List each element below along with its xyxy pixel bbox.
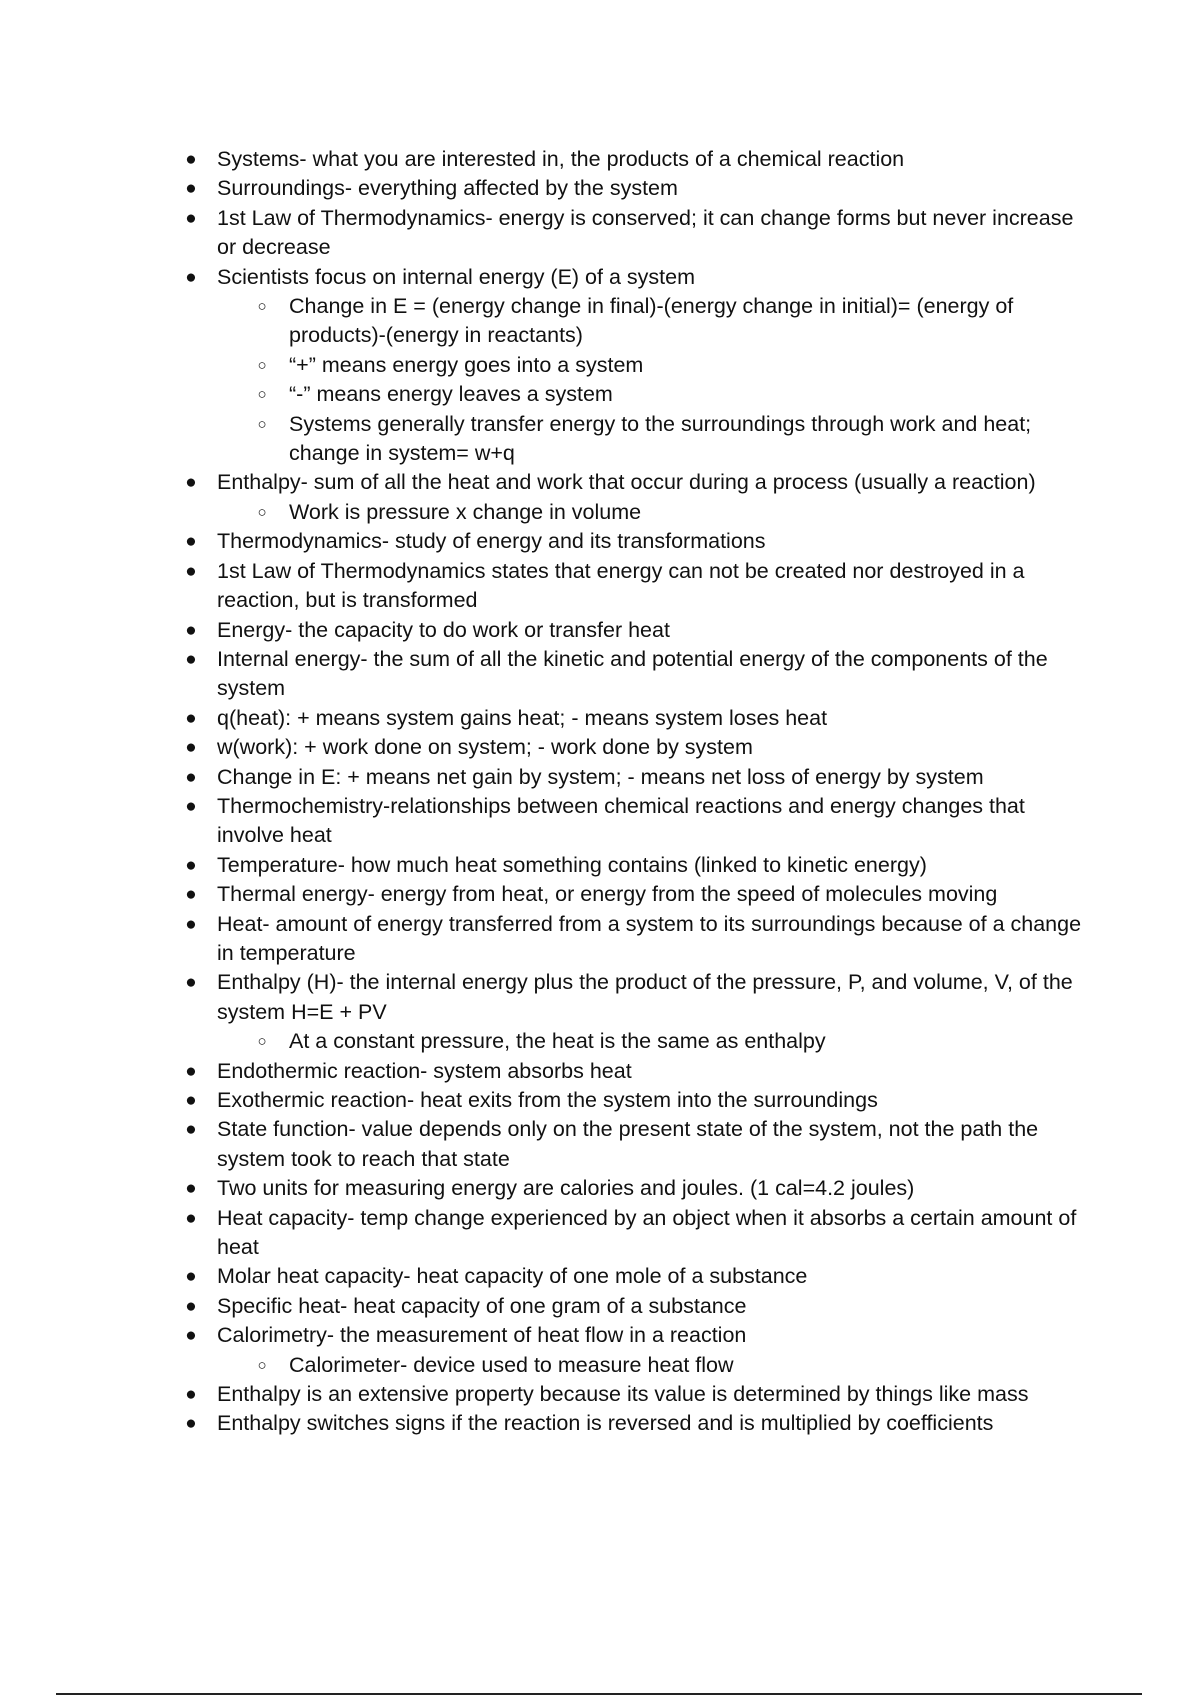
list-item [185, 733, 1097, 762]
bullet-icon: ● [185, 1384, 197, 1406]
list-item-text: w(work): + work done on system; - work done by system [217, 735, 753, 760]
sub-list-item [257, 1027, 1079, 1056]
list-item [185, 204, 1097, 263]
list-item [185, 704, 1097, 733]
hollow-bullet-icon: ○ [257, 386, 267, 404]
list-item-text: “-” means energy leaves a system [289, 382, 613, 407]
list-item-text: Thermal energy- energy from heat, or energy from the speed of molecules moving [217, 882, 998, 907]
list-item [185, 1262, 1097, 1291]
bullet-icon: ● [185, 1119, 197, 1141]
list-item-text: Endothermic reaction- system absorbs heat [217, 1058, 632, 1083]
list-item-text: Enthalpy (H)- the internal energy plus the product of the pressure, P, and volume, V, of the system H=E + PV [217, 970, 1073, 1024]
bullet-icon: ● [185, 1266, 197, 1288]
list-item-text: Enthalpy- sum of all the heat and work that occur during a process (usually a reaction) [217, 470, 1036, 495]
bullet-icon: ● [185, 884, 197, 906]
sub-list-item [257, 1351, 1079, 1380]
hollow-bullet-icon: ○ [257, 298, 267, 316]
list-item-text: Two units for measuring energy are calories and joules. (1 cal=4.2 joules) [217, 1176, 915, 1201]
list-item [185, 880, 1097, 909]
page-bottom-rule [56, 1693, 1142, 1695]
list-item-text: Enthalpy switches signs if the reaction is reversed and is multiplied by coefficients [217, 1411, 994, 1436]
hollow-bullet-icon: ○ [257, 1356, 267, 1374]
list-item [185, 1086, 1097, 1115]
list-item [185, 851, 1097, 880]
list-item [185, 1174, 1097, 1203]
list-item [185, 1380, 1097, 1409]
bullet-icon: ● [185, 207, 197, 229]
list-item-text: 1st Law of Thermodynamics- energy is conserved; it can change forms but never increase or decrease [217, 205, 1074, 260]
list-item-text: Systems- what you are interested in, the products of a chemical reaction [217, 147, 905, 171]
bullet-icon: ● [185, 854, 197, 876]
bullet-icon: ● [185, 1413, 197, 1435]
list-item-text: Calorimetry- the measurement of heat flow in a reaction [217, 1323, 747, 1348]
list-item-text: Specific heat- heat capacity of one gram of a substance [217, 1293, 747, 1318]
list-item-text: Enthalpy is an extensive property because its value is determined by things like mass [217, 1382, 1029, 1407]
list-item-text: At a constant pressure, the heat is the same as enthalpy [289, 1029, 826, 1054]
list-item-text: Temperature- how much heat something contains (linked to kinetic energy) [217, 852, 927, 877]
list-item [185, 145, 1097, 174]
list-item [185, 557, 1097, 616]
bullet-icon: ● [185, 149, 197, 170]
list-item [185, 645, 1097, 704]
list-item [185, 792, 1097, 851]
sub-list-item [257, 498, 1079, 527]
list-item-text: Work is pressure x change in volume [289, 499, 642, 524]
list-item-text: q(heat): + means system gains heat; - means system loses heat [217, 705, 828, 730]
list-item-text: Heat- amount of energy transferred from a system to its surroundings because of a change in temperature [217, 911, 1082, 965]
bullet-icon: ● [185, 766, 197, 788]
bullet-icon: ● [185, 972, 197, 994]
sub-list-item [257, 351, 1079, 380]
list-item-text: Energy- the capacity to do work or transfer heat [217, 617, 670, 642]
list-item-text: Change in E: + means net gain by system; - means net loss of energy by system [217, 764, 984, 789]
list-item-text: Surroundings- everything affected by the system [217, 176, 678, 201]
list-item-text: “+” means energy goes into a system [289, 352, 644, 377]
list-item-text: Thermodynamics- study of energy and its transformations [217, 529, 766, 554]
bullet-icon: ● [185, 1178, 197, 1200]
bullet-icon: ● [185, 737, 197, 759]
hollow-bullet-icon: ○ [257, 356, 267, 374]
sub-list-item [257, 292, 1079, 351]
list-item-text: 1st Law of Thermodynamics states that energy can not be created nor destroyed in a reaction, but is transformed [217, 558, 1025, 613]
list-item [185, 968, 1097, 1027]
list-item [185, 1409, 1097, 1438]
list-item-text: Exothermic reaction- heat exits from the system into the surroundings [217, 1088, 878, 1112]
list-item [185, 468, 1097, 497]
list-item [185, 1321, 1097, 1350]
list-item [185, 263, 1097, 292]
bullet-icon: ● [185, 1295, 197, 1317]
list-item [185, 1292, 1097, 1321]
sub-list-item [257, 380, 1079, 409]
list-item [185, 616, 1097, 645]
list-item [185, 763, 1097, 792]
bullet-icon: ● [185, 1325, 197, 1347]
notes-list [0, 145, 1200, 1439]
list-item [185, 910, 1097, 969]
list-item [185, 1115, 1097, 1174]
list-item-text: Change in E = (energy change in final)-(energy change in initial)= (energy of products)-(energy in reactants) [289, 294, 1014, 348]
list-item-text: Systems generally transfer energy to the surroundings through work and heat; change in system= w+q [289, 411, 1032, 466]
bullet-icon: ● [185, 795, 197, 817]
list-item-text: Heat capacity- temp change experienced by an object when it absorbs a certain amount of heat [217, 1205, 1077, 1260]
list-item-text: Calorimeter- device used to measure heat flow [289, 1352, 734, 1377]
bullet-icon: ● [185, 472, 197, 494]
list-item-text: State function- value depends only on the present state of the system, not the path the system took to reach that state [217, 1117, 1039, 1171]
bullet-icon: ● [185, 1060, 197, 1082]
list-item-text: Thermochemistry-relationships between chemical reactions and energy changes that involve heat [217, 793, 1025, 848]
sub-list-item [257, 410, 1079, 469]
hollow-bullet-icon: ○ [257, 415, 267, 433]
list-item-text: Scientists focus on internal energy (E) of a system [217, 264, 695, 289]
list-item-text: Molar heat capacity- heat capacity of one mole of a substance [217, 1264, 808, 1289]
bullet-icon: ● [185, 531, 197, 553]
bullet-icon: ● [185, 1090, 197, 1111]
hollow-bullet-icon: ○ [257, 503, 267, 521]
bullet-icon: ● [185, 560, 197, 582]
list-item [185, 527, 1097, 556]
bullet-icon: ● [185, 913, 197, 935]
list-item [185, 1204, 1097, 1263]
bullet-icon: ● [185, 707, 197, 729]
bullet-icon: ● [185, 1207, 197, 1229]
bullet-icon: ● [185, 619, 197, 641]
hollow-bullet-icon: ○ [257, 1033, 267, 1051]
list-item-text: Internal energy- the sum of all the kinetic and potential energy of the components of the system [217, 646, 1048, 701]
bullet-icon: ● [185, 648, 197, 670]
list-item [185, 174, 1097, 203]
list-item [185, 1057, 1097, 1086]
bullet-icon: ● [185, 178, 197, 200]
bullet-icon: ● [185, 266, 197, 288]
